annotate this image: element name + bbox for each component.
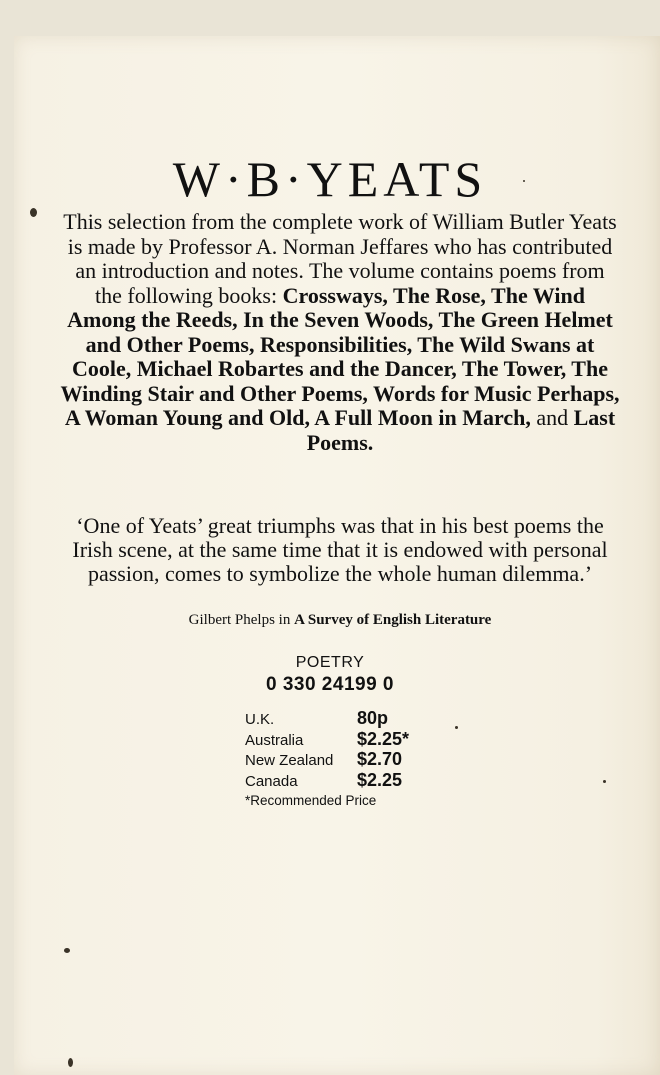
country-label: Canada <box>245 772 298 790</box>
paper-speck <box>455 726 458 729</box>
price-value: $2.25* <box>357 728 410 749</box>
quote-attribution <box>60 612 620 629</box>
books-list: Crossways, The Rose, The Wind Among the Reeds, In the Seven Woods, The Green Helmet and Other Poems, Responsibilities, The Wild Swans at Coole, Michael Robartes and the Dancer, The Tower, The Winding Stair and Other Poems, Words for Music Perhaps, A Woman Young and Old, A Full Moon in March, <box>60 282 620 430</box>
country-label: New Zealand <box>245 752 334 769</box>
paper-speck <box>64 948 70 953</box>
price-value: $2.25 <box>357 769 403 790</box>
paper-speck <box>30 208 37 217</box>
country-label: Australia <box>245 731 304 749</box>
price-table <box>245 708 409 790</box>
attribution-person: Gilbert Phelps in <box>188 612 291 628</box>
price-value: 80p <box>357 708 389 728</box>
review-quote: ‘One of Yeats’ great triumphs was that in his best poems the Irish scene, at the same time that it is endowed with personal passion, comes to symbolize the whole human dilemma.’ <box>72 513 608 586</box>
price-row-new-zealand <box>245 749 409 770</box>
last-book: Last Poems. <box>306 405 616 455</box>
paper-speck <box>68 1058 73 1067</box>
paper-speck <box>603 780 606 783</box>
price-value: $2.70 <box>357 749 403 769</box>
price-row-canada <box>245 770 409 791</box>
author-heading: W·B·YEATS <box>172 151 488 207</box>
price-row-australia <box>245 729 409 750</box>
intro-text: This selection from the complete work of William Butler Yeats is made by Professor A. Norman Jeffares who has contributed an introduction and notes. The volume contains poems from the following books: <box>63 209 617 308</box>
recommended-price-note: *Recommended Price <box>245 793 377 808</box>
paper-speck <box>523 180 525 182</box>
isbn-number: 0 330 24199 0 <box>265 674 394 695</box>
intro-paragraph <box>60 210 620 455</box>
attribution-source: A Survey of English Literature <box>294 612 492 628</box>
price-row-uk <box>245 708 409 729</box>
category-label: POETRY <box>295 654 365 671</box>
country-label: U.K. <box>245 711 275 728</box>
and-word: and <box>536 405 569 430</box>
